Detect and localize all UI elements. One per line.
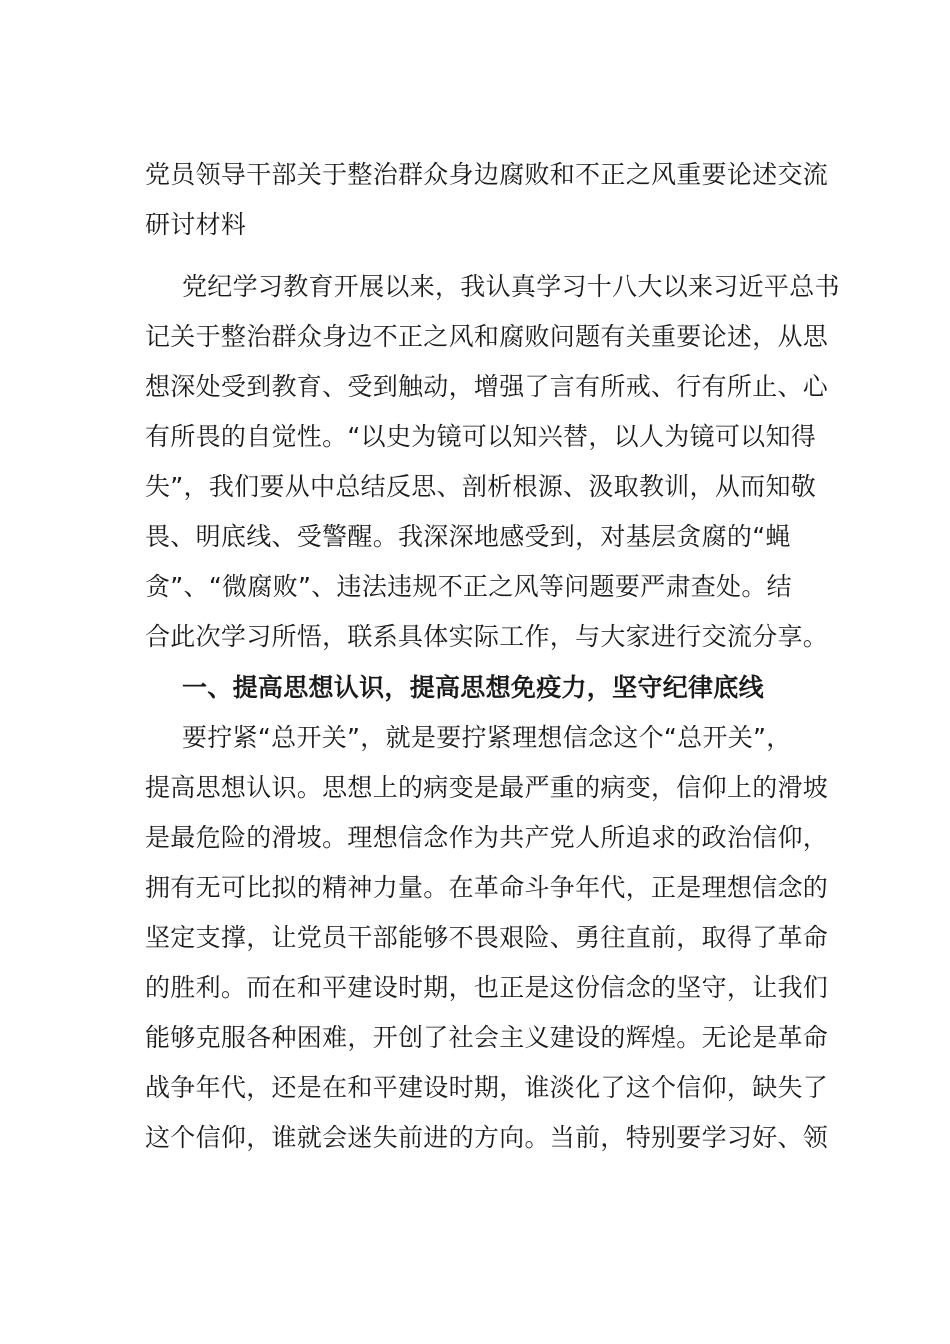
- intro-paragraph-line-3: 想深处受到教育、受到触动，增强了言有所戒、行有所止、心: [145, 372, 829, 401]
- section-1-line-1: 要拧紧“总开关”，就是要拧紧理想信念这个“总开关”，: [182, 723, 792, 752]
- intro-paragraph-line-4: 有所畏的自觉性。“以史为镜可以知兴替，以人为镜可以知得: [145, 422, 817, 451]
- document-title-line-2: 研讨材料: [145, 210, 247, 239]
- section-1-line-2: 提高思想认识。思想上的病变是最严重的病变，信仰上的滑坡: [145, 773, 829, 802]
- intro-paragraph-line-7: 贪”、“微腐败”、违法违规不正之风等问题要严肃查处。结: [145, 572, 792, 601]
- section-1-heading: 一、提高思想认识，提高思想免疫力，坚守纪律底线: [182, 673, 764, 702]
- section-1-line-6: 的胜利。而在和平建设时期，也正是这份信念的坚守，让我们: [145, 973, 829, 1002]
- section-1-line-5: 坚定支撑，让党员干部能够不畏艰险、勇往直前，取得了革命: [145, 923, 829, 952]
- intro-paragraph-line-2: 记关于整治群众身边不正之风和腐败问题有关重要论述，从思: [145, 322, 829, 351]
- section-1-line-7: 能够克服各种困难，开创了社会主义建设的辉煌。无论是革命: [145, 1023, 829, 1052]
- intro-paragraph-line-8: 合此次学习所悟，联系具体实际工作，与大家进行交流分享。: [145, 622, 829, 651]
- intro-paragraph-line-6: 畏、明底线、受警醒。我深深地感受到，对基层贪腐的“蝇: [145, 522, 791, 551]
- section-1-line-9: 这个信仰，谁就会迷失前进的方向。当前，特别要学习好、领: [145, 1123, 829, 1152]
- section-1-line-3: 是最危险的滑坡。理想信念作为共产党人所追求的政治信仰，: [145, 823, 829, 852]
- section-1-line-4: 拥有无可比拟的精神力量。在革命斗争年代，正是理想信念的: [145, 873, 829, 902]
- intro-paragraph-line-5: 失”，我们要从中总结反思、剖析根源、汲取教训，从而知敬: [145, 472, 817, 501]
- document-title-line-1: 党员领导干部关于整治群众身边腐败和不正之风重要论述交流: [145, 160, 829, 189]
- intro-paragraph-line-1: 党纪学习教育开展以来，我认真学习十八大以来习近平总书: [182, 272, 840, 301]
- section-1-line-8: 战争年代，还是在和平建设时期，谁淡化了这个信仰，缺失了: [145, 1073, 829, 1102]
